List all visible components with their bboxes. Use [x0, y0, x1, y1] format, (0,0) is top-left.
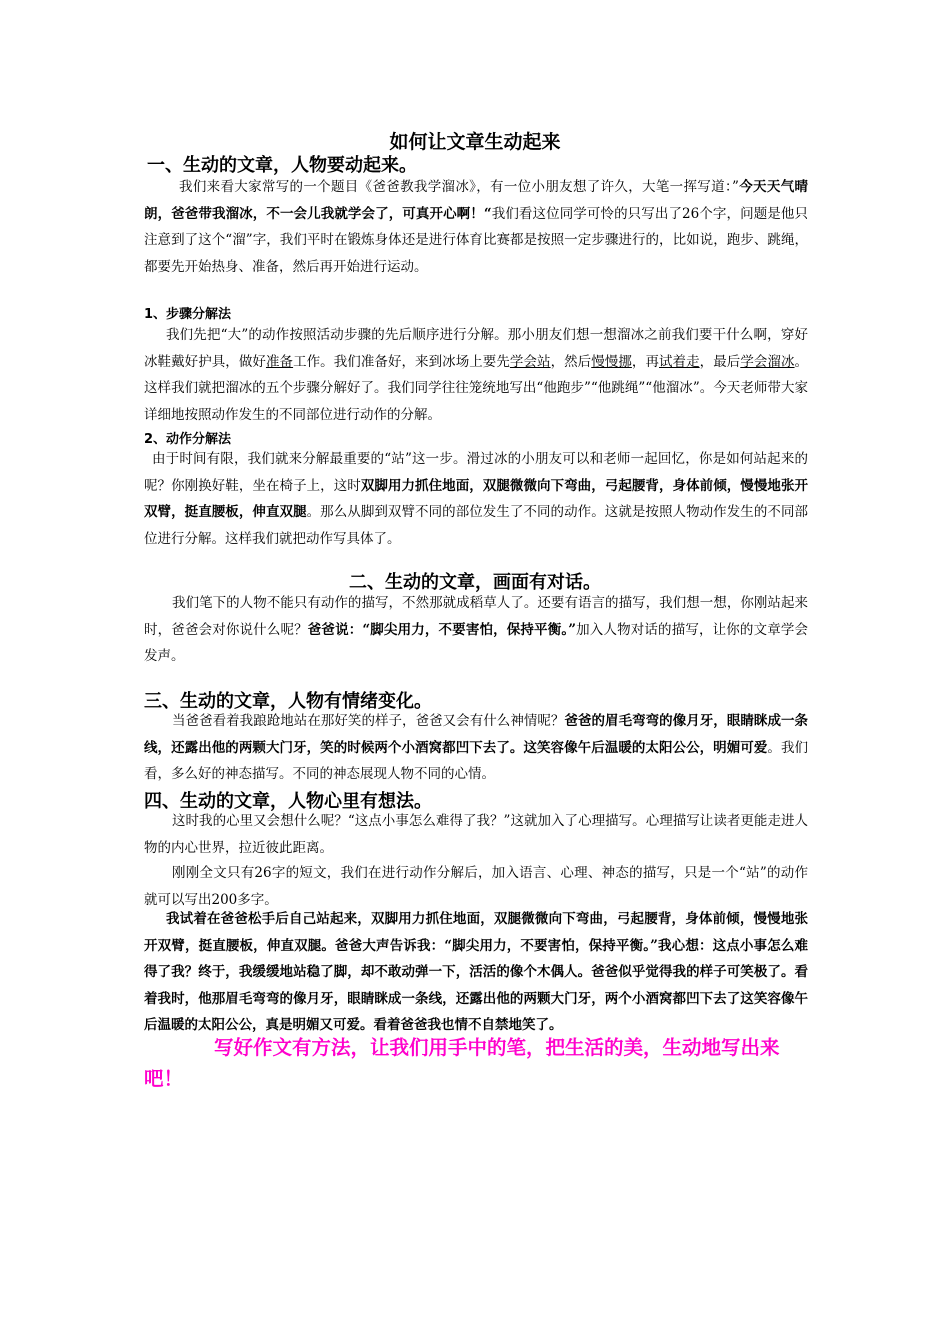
subheading-action-method: 2、动作分解法: [144, 432, 232, 447]
paragraph-text: 由于时间有限，我们就来分解最重要的“站”这一步。滑过冰的小朋友可以和老师一起回忆，你是如何站起来的呢？你刚换好鞋，坐在椅子上，这时: [144, 451, 808, 494]
paragraph-text: 加入人物对话的描写，让你的文章学会发声。: [144, 621, 809, 664]
section-3-paragraph-1: [144, 708, 808, 788]
paragraph-text: 。那么从脚到双臂不同的部位发生了不同的动作。这就是按照人物动作发生的不同部位进行分解。这样我们就把动作写具体了。: [144, 504, 808, 547]
paragraph-text: 工作。我们准备好，来到冰场上要先: [293, 353, 510, 370]
paragraph-bold-text: 双脚用力抓住地面，双腿微微向下弯曲，弓起腰背，身体前倾，慢慢地张开双臂，挺直腰板，伸直双腿: [144, 477, 809, 520]
section-4-paragraph-1: 这时我的心里又会想什么呢？“这点小事怎么难得了我？”这就加入了心理描写。心理描写让读者更能走进人物的内心世界，拉近彼此距离。: [144, 813, 808, 856]
underlined-text: 学会站: [509, 353, 551, 370]
section-2-heading: 二、生动的文章，画面有对话。: [349, 572, 601, 593]
paragraph-text: 。这样我们就把溜冰的五个步骤分解好了。我们同学往往笼统地写出“他跑步”“他跳绳”“他溜冰”。今天老师带大家详细地按照动作发生的不同部位进行动作的分解。: [144, 353, 809, 423]
underlined-text: 学会溜冰: [740, 353, 795, 370]
paragraph-text: ，然后: [550, 353, 592, 370]
paragraph-bold-text: 爸爸说：“脚尖用力，不要害怕，保持平衡。”: [307, 621, 577, 638]
underlined-text: 准备: [265, 353, 294, 370]
section-4-paragraph-2: 刚刚全文只有26字的短文，我们在进行动作分解后，加入语言、心理、神态的描写，只是一个“站”的动作就可以写出200多字。: [144, 865, 808, 908]
underlined-text: 慢慢挪: [591, 353, 632, 370]
section-1-heading: 一、生动的文章，人物要动起来。: [147, 155, 417, 176]
paragraph-text: 当爸爸看着我踉跄地站在那好笑的样子，爸爸又会有什么神情呢？: [172, 713, 565, 729]
underlined-text: 试着走: [659, 353, 700, 370]
section-4-sample-essay: 我试着在爸爸松手后自己站起来，双脚用力抓住地面，双腿微微向下弯曲，弓起腰背，身体前倾，慢慢地张开双臂，挺直腰板，伸直双腿。爸爸大声告诉我：“脚尖用力，不要害怕，保持平衡。”我心想：这点小事怎么难得了我？终于，我缓缓地站稳了脚，却不敢动弹一下，活活的像个木偶人。爸爸似乎觉得我的样子可笑极了。看着我时，他那眉毛弯弯的像月牙，眼睛眯成一条线，还露出他的两颗大门牙，两个小酒窝都凹下去了这笑容像午后温暖的太阳公公，真是明媚又可爱。看着爸爸我也情不自禁地笑了。: [144, 911, 808, 1033]
paragraph-text: ，最后: [699, 353, 741, 370]
section-4-heading: 四、生动的文章，人物心里有想法。: [144, 791, 432, 812]
paragraph-bold-text: 今天天气晴朗，爸爸带我溜冰，不一会儿我就学会了，可真开心啊！“: [144, 179, 809, 222]
paragraph-text: 我们笔下的人物不能只有动作的描写，不然那就成稻草人了。还要有语言的描写，我们想一想，你刚站起来时，爸爸会对你说什么呢？: [144, 595, 808, 638]
document-title: 如何让文章生动起来: [389, 131, 561, 153]
section-3-heading: 三、生动的文章，人物有情绪变化。: [144, 691, 432, 712]
section-2-paragraph-1: [144, 590, 808, 670]
section-1-paragraph-1: [144, 174, 808, 280]
paragraph-text: 。我们看，多么好的神态描写。不同的神态展现人物不同的心情。: [144, 739, 809, 782]
paragraph-bold-text: 爸爸的眉毛弯弯的像月牙，眼睛眯成一条线，还露出他的两颗大门牙，笑的时候两个小酒窝都凹下去了。这笑容像午后温暖的太阳公公，明媚可爱: [144, 713, 809, 756]
paragraph-text: 我们先把“大”的动作按照活动步骤的先后顺序进行分解。那小朋友们想一想溜冰之前我们要干什么啊，穿好冰鞋戴好护具，做好: [144, 327, 808, 370]
subheading-step-method: 1、步骤分解法: [144, 307, 232, 322]
section-1-paragraph-2: [144, 322, 808, 428]
paragraph-text: ，再: [631, 353, 659, 370]
paragraph-text: 我们看这位同学可怜的只写出了26个字，问题是他只注意到了这个“溜”字，我们平时在锻炼身体还是进行体育比赛都是按照一定步骤进行的，比如说，跑步、跳绳，都要先开始热身、准备，然后再开始进行运动。: [144, 205, 808, 275]
paragraph-text: 我们来看大家常写的一个题目《爸爸教我学溜冰》，有一位小朋友想了许久，大笔一挥写道：”: [179, 179, 739, 195]
section-1-paragraph-3: [144, 446, 808, 552]
closing-remark: 写好作文有方法，让我们用手中的笔，把生活的美，生动地写出来吧！: [144, 1036, 780, 1090]
